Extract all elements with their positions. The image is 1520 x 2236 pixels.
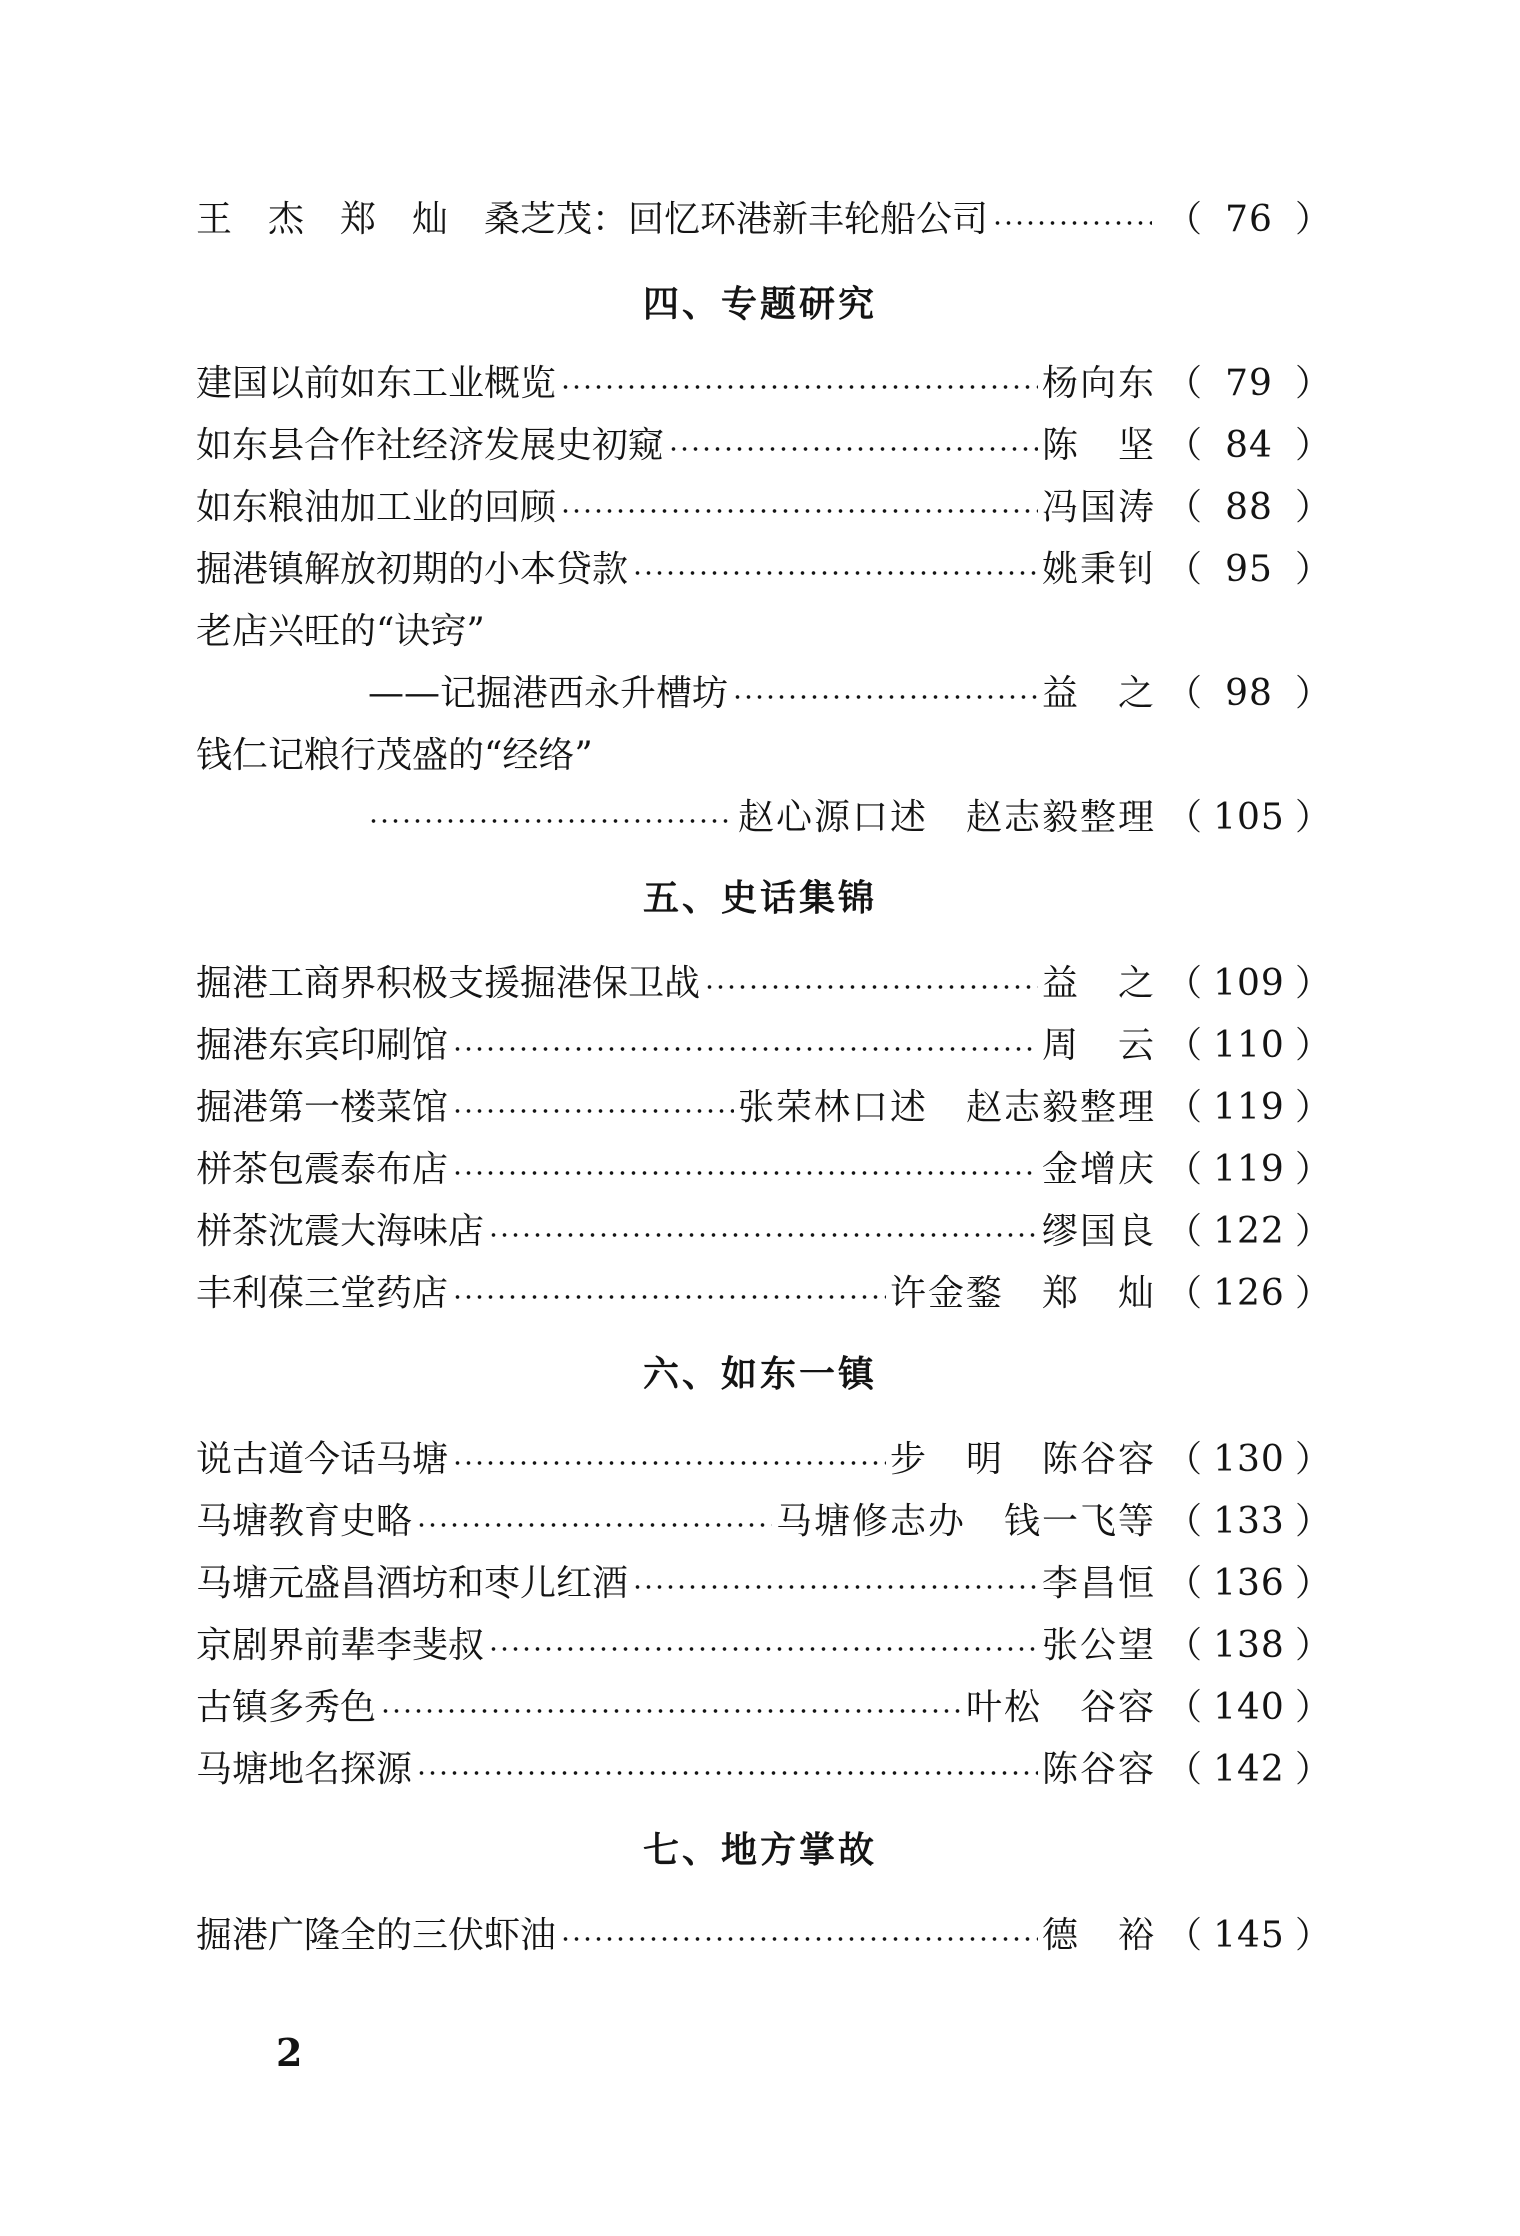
toc-entry bbox=[196, 1490, 1332, 1546]
entry-title: 掘港第一楼菜馆 bbox=[196, 1086, 449, 1128]
dot-leader bbox=[704, 983, 1038, 991]
entry-page: （ 84 ） bbox=[1165, 424, 1332, 466]
dot-leader bbox=[488, 1231, 1038, 1239]
entry-title: 建国以前如东工业概览 bbox=[196, 362, 557, 404]
toc-entry bbox=[196, 1904, 1332, 1960]
entry-author: 叶松 谷容 bbox=[965, 1686, 1156, 1728]
toc-entry bbox=[368, 662, 1332, 718]
section-heading: 五、史话集锦 bbox=[642, 878, 877, 919]
toc-entry bbox=[196, 1262, 1332, 1318]
dot-leader bbox=[560, 383, 1038, 391]
entry-author: 冯国涛 bbox=[1041, 486, 1156, 528]
toc-entry-heading bbox=[196, 724, 1332, 780]
dot-leader bbox=[416, 1521, 772, 1529]
entry-author: 张公望 bbox=[1041, 1624, 1156, 1666]
entry-title: 王 杰 郑 灿 桑芝茂：回忆环港新丰轮船公司 bbox=[196, 198, 989, 240]
dot-leader bbox=[452, 1293, 886, 1301]
section-heading: 四、专题研究 bbox=[642, 284, 877, 325]
entry-title: 京剧界前辈李斐叔 bbox=[196, 1624, 485, 1666]
entry-title: 如东县合作社经济发展史初窥 bbox=[196, 424, 665, 466]
toc-entry bbox=[196, 538, 1332, 594]
entry-title: 掘港东宾印刷馆 bbox=[196, 1024, 449, 1066]
entry-author: 杨向东 bbox=[1041, 362, 1156, 404]
entry-title: 栟茶包震泰布店 bbox=[196, 1148, 449, 1190]
dot-leader bbox=[380, 1707, 962, 1715]
entry-page: （ 145 ） bbox=[1165, 1914, 1332, 1956]
toc-entry bbox=[196, 1676, 1332, 1732]
dot-leader bbox=[632, 1583, 1038, 1591]
dot-leader bbox=[992, 219, 1152, 227]
entry-title: 栟茶沈震大海味店 bbox=[196, 1210, 485, 1252]
toc-entry bbox=[196, 352, 1332, 408]
entry-page: （ 142 ） bbox=[1165, 1748, 1332, 1790]
entry-title: 掘港工商界积极支援掘港保卫战 bbox=[196, 962, 701, 1004]
toc-entry bbox=[196, 952, 1332, 1008]
toc-entry bbox=[196, 414, 1332, 470]
toc-entry bbox=[196, 1738, 1332, 1794]
toc-entry bbox=[196, 476, 1332, 532]
entry-author: 德 裕 bbox=[1041, 1914, 1156, 1956]
toc-entry bbox=[364, 786, 1332, 842]
entry-page: （ 109 ） bbox=[1165, 962, 1332, 1004]
entry-title: 马塘元盛昌酒坊和枣儿红酒 bbox=[196, 1562, 629, 1604]
entry-page: （ 98 ） bbox=[1165, 672, 1332, 714]
dot-leader bbox=[416, 1769, 1038, 1777]
entry-page: （ 119 ） bbox=[1165, 1086, 1332, 1128]
entry-title: 马塘教育史略 bbox=[196, 1500, 413, 1542]
dot-leader bbox=[452, 1169, 1038, 1177]
dot-leader bbox=[488, 1645, 1038, 1653]
toc-entry bbox=[196, 1614, 1332, 1670]
toc-entry bbox=[196, 1552, 1332, 1608]
entry-title: 如东粮油加工业的回顾 bbox=[196, 486, 557, 528]
dot-leader bbox=[368, 817, 734, 825]
entry-page: （ 138 ） bbox=[1165, 1624, 1332, 1666]
section-heading: 七、地方掌故 bbox=[642, 1830, 877, 1871]
entry-title: 掘港镇解放初期的小本贷款 bbox=[196, 548, 629, 590]
dot-leader bbox=[632, 569, 1038, 577]
entry-title: 古镇多秀色 bbox=[196, 1686, 377, 1728]
entry-page: （ 136 ） bbox=[1165, 1562, 1332, 1604]
entry-page: （ 110 ） bbox=[1165, 1024, 1332, 1066]
entry-author: 姚秉钊 bbox=[1041, 548, 1156, 590]
entry-title: 老店兴旺的“诀窍” bbox=[196, 610, 485, 652]
dot-leader bbox=[560, 1935, 1038, 1943]
dot-leader bbox=[452, 1459, 886, 1467]
entry-page: （ 105 ） bbox=[1165, 796, 1332, 838]
entry-author: 马塘修志办 钱一飞等 bbox=[775, 1500, 1156, 1542]
dot-leader bbox=[560, 507, 1038, 515]
entry-page: （ 130 ） bbox=[1165, 1438, 1332, 1480]
entry-author: 李昌恒 bbox=[1041, 1562, 1156, 1604]
entry-subtitle: ——记掘港西永升槽坊 bbox=[368, 672, 729, 714]
entry-author: 益 之 bbox=[1041, 672, 1156, 714]
entry-page: （ 79 ） bbox=[1165, 362, 1332, 404]
entry-author: 赵心源口述 赵志毅整理 bbox=[737, 796, 1156, 838]
entry-page: （ 140 ） bbox=[1165, 1686, 1332, 1728]
dot-leader bbox=[732, 693, 1038, 701]
entry-author: 张荣林口述 赵志毅整理 bbox=[737, 1086, 1156, 1128]
entry-author: 益 之 bbox=[1041, 962, 1156, 1004]
entry-author: 步 明 陈谷容 bbox=[889, 1438, 1156, 1480]
toc-entry bbox=[196, 188, 1332, 244]
toc-entry bbox=[196, 1014, 1332, 1070]
toc-entry bbox=[196, 1200, 1332, 1256]
entry-page: （ 133 ） bbox=[1165, 1500, 1332, 1542]
entry-title: 马塘地名探源 bbox=[196, 1748, 413, 1790]
entry-author: 陈 坚 bbox=[1041, 424, 1156, 466]
dot-leader bbox=[668, 445, 1038, 453]
entry-title: 说古道今话马塘 bbox=[196, 1438, 449, 1480]
entry-author: 金增庆 bbox=[1041, 1148, 1156, 1190]
entry-page: （ 88 ） bbox=[1165, 486, 1332, 528]
entry-page: （ 95 ） bbox=[1165, 548, 1332, 590]
entry-page: （ 119 ） bbox=[1165, 1148, 1332, 1190]
toc-entry bbox=[196, 1076, 1332, 1132]
entry-page: （ 126 ） bbox=[1165, 1272, 1332, 1314]
page-number: 2 bbox=[276, 2030, 303, 2075]
dot-leader bbox=[452, 1045, 1038, 1053]
toc-entry bbox=[196, 1138, 1332, 1194]
entry-page: （ 76 ） bbox=[1165, 198, 1332, 240]
entry-author: 陈谷容 bbox=[1041, 1748, 1156, 1790]
section-heading: 六、如东一镇 bbox=[642, 1354, 877, 1395]
entry-author: 许金鍪 郑 灿 bbox=[889, 1272, 1156, 1314]
toc-entry-heading bbox=[196, 600, 1332, 656]
entry-title: 丰利葆三堂药店 bbox=[196, 1272, 449, 1314]
entry-title: 钱仁记粮行茂盛的“经络” bbox=[196, 734, 593, 776]
entry-title: 掘港广隆全的三伏虾油 bbox=[196, 1914, 557, 1956]
dot-leader bbox=[452, 1107, 734, 1115]
entry-author: 周 云 bbox=[1041, 1024, 1156, 1066]
toc-entry bbox=[196, 1428, 1332, 1484]
entry-author: 缪国良 bbox=[1041, 1210, 1156, 1252]
entry-page: （ 122 ） bbox=[1165, 1210, 1332, 1252]
